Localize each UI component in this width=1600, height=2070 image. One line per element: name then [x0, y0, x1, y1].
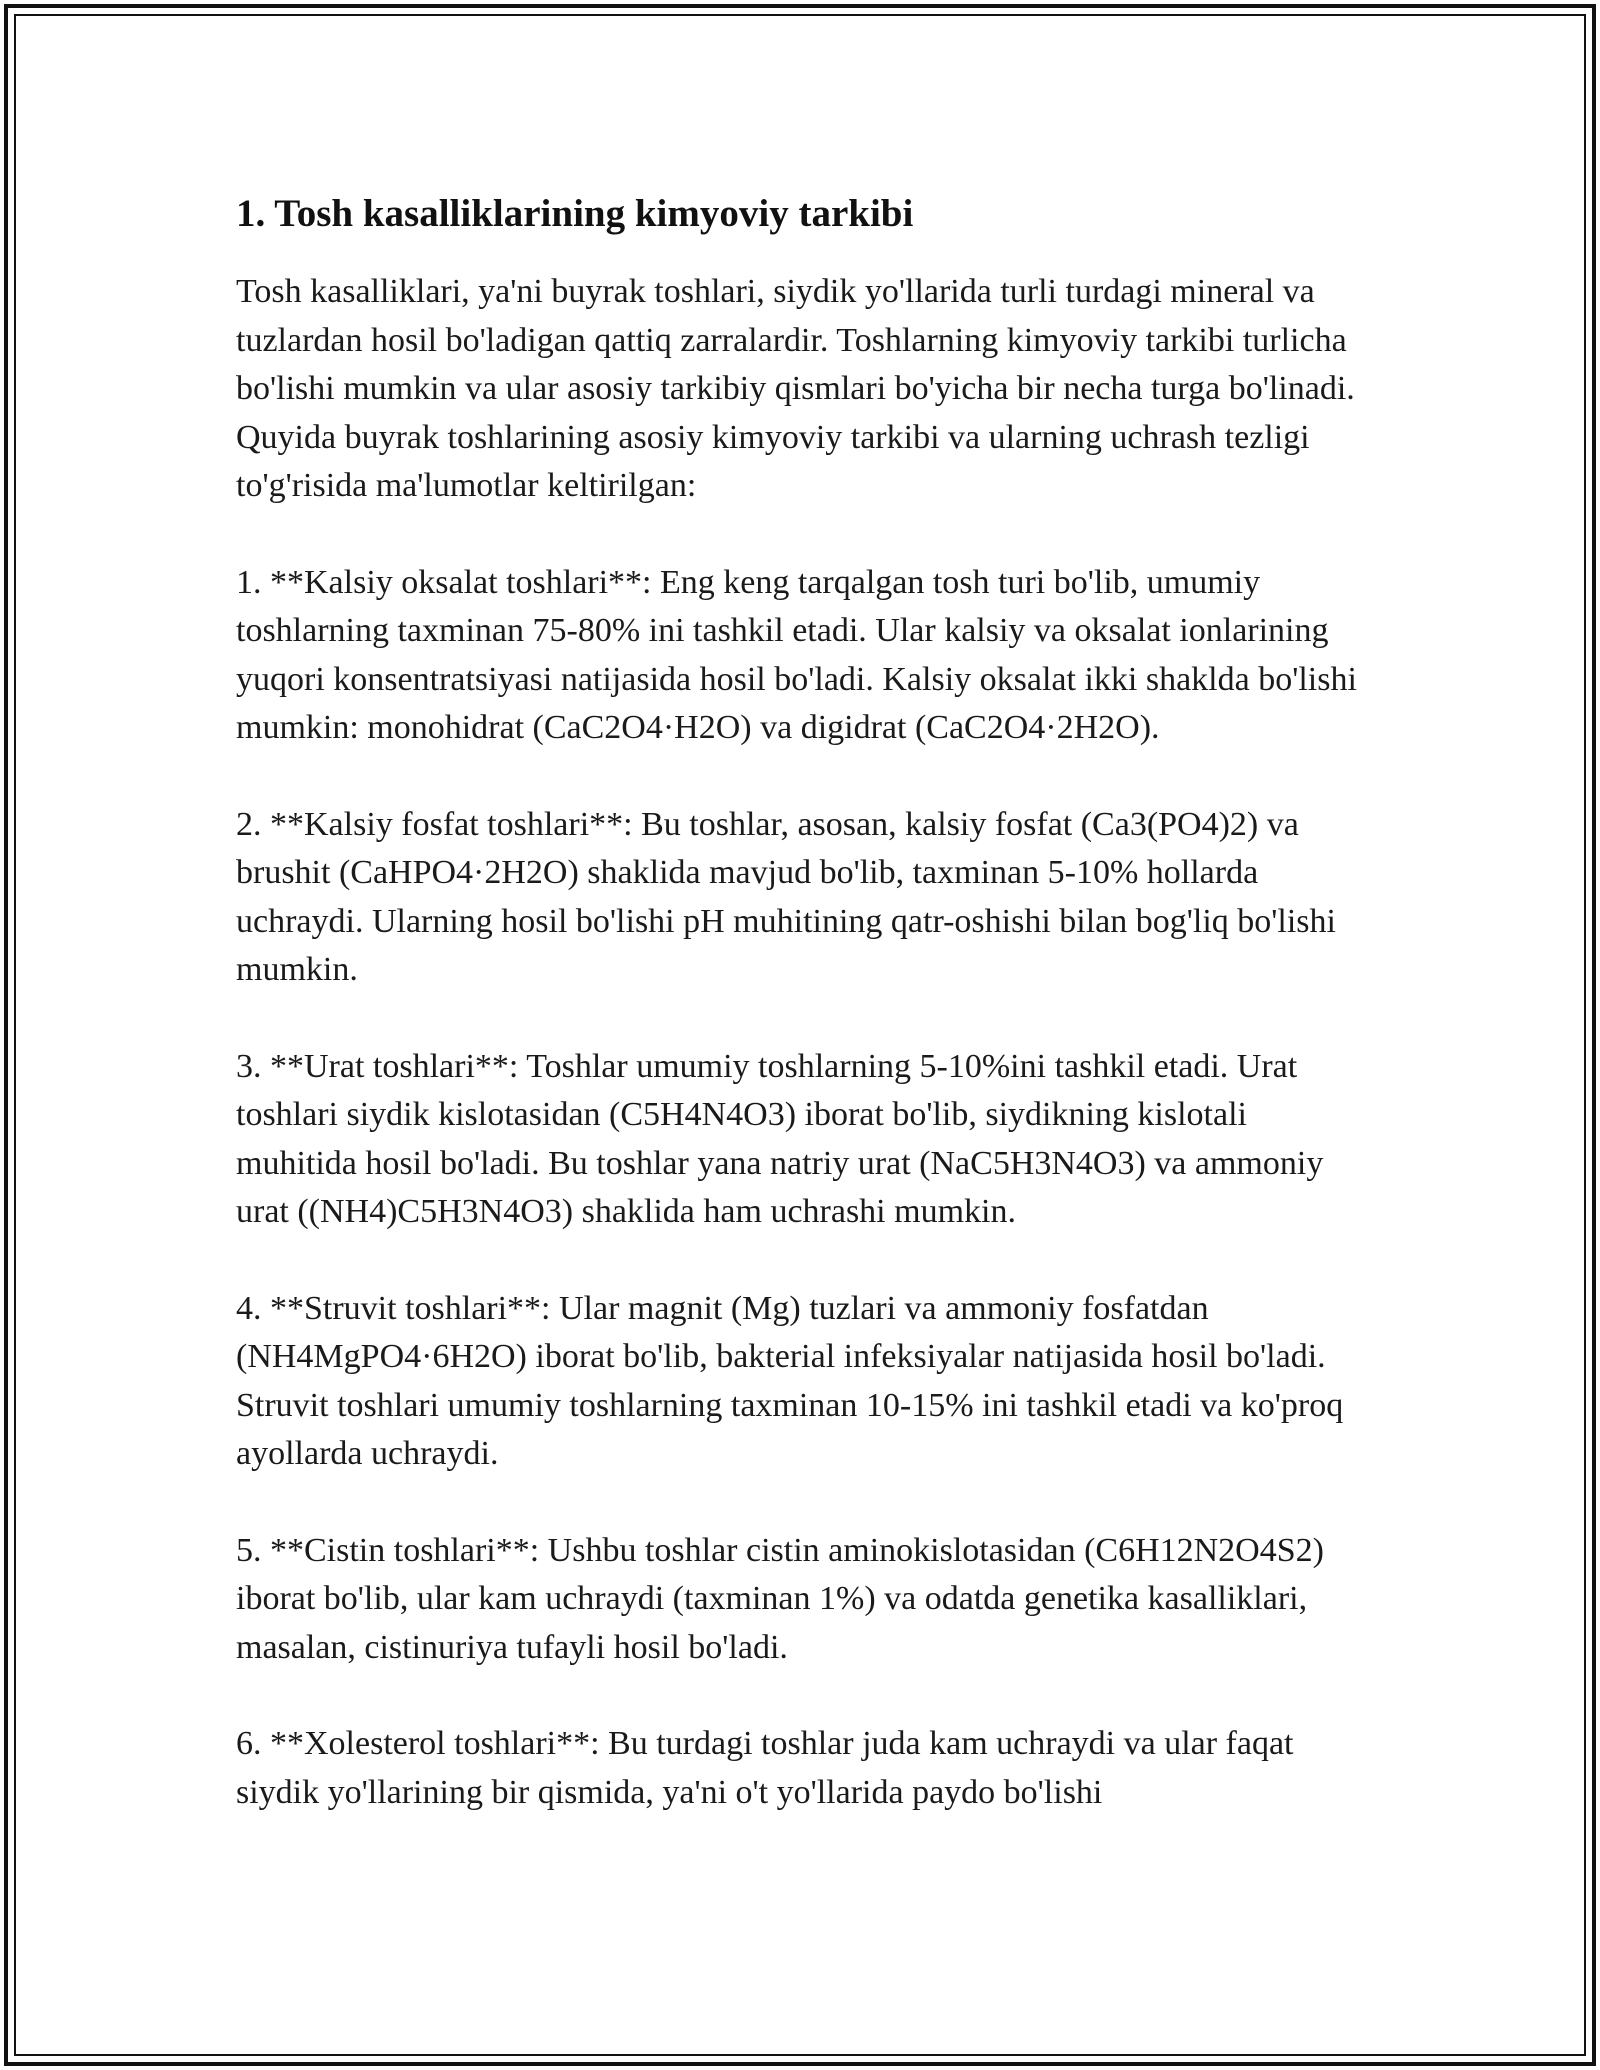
list-item: 1. **Kalsiy oksalat toshlari**: Eng keng tarqalgan tosh turi bo'lib, umumiy toshlarning taxminan 75-80% ini tashkil etadi. Ular kalsiy va oksalat ionlarining yuqori konsentratsiyasi natijasida hosil bo'ladi. Kalsiy oksalat ikki shaklda bo'lishi mumkin: monohidrat (CaC2O4·H2O) va digidrat (CaC2O4·2H2O). [236, 563, 1357, 746]
list-item: 2. **Kalsiy fosfat toshlari**: Bu toshlar, asosan, kalsiy fosfat (Ca3(PO4)2) va brushit (CaHPO4·2H2O) shaklida mavjud bo'lib, taxminan 5-10% hollarda uchraydi. Ularning hosil bo'lishi pH muhitining qatr-oshishi bilan bog'liq bo'lishi mumkin. [236, 805, 1336, 988]
list-item: 6. **Xolesterol toshlari**: Bu turdagi toshlar juda kam uchraydi va ular faqat siydik yo'llarining bir qismida, ya'ni o't yo'llarida paydo bo'lishi [236, 1725, 1294, 1811]
intro-paragraph: Tosh kasalliklari, ya'ni buyrak toshlari, siydik yo'llarida turli turdagi mineral va tuzlardan hosil bo'ladigan qattiq zarralardir. Toshlarning kimyoviy tarkibi turlicha bo'lishi mumkin va ular asosiy tarkibiy qismlari bo'yicha bir necha turga bo'linadi. Quyida buyrak toshlarining asosiy kimyoviy tarkibi va ularning uchrash tezligi to'g'risida ma'lumotlar keltirilgan: [236, 273, 1355, 504]
list-item: 5. **Cistin toshlari**: Ushbu toshlar cistin aminokislotasidan (C6H12N2O4S2) iborat bo'lib, ular kam uchraydi (taxminan 1%) va odatda genetika kasalliklari, masalan, cistinuriya tufayli hosil bo'ladi. [236, 1531, 1324, 1666]
page-title: 1. Tosh kasalliklarining kimyoviy tarkibi [236, 192, 914, 235]
list-item: 4. **Struvit toshlari**: Ular magnit (Mg) tuzlari va ammoniy fosfatdan (NH4MgPO4·6H2O) iborat bo'lib, bakterial infeksiyalar natijasida hosil bo'ladi. Struvit toshlari umumiy toshlarning taxminan 10-15% ini tashkil etadi va ko'proq ayollarda uchraydi. [236, 1289, 1344, 1472]
list-item: 3. **Urat toshlari**: Toshlar umumiy toshlarning 5-10%ini tashkil etadi. Urat toshlari siydik kislotasidan (C5H4N4O3) iborat bo'lib, siydikning kislotali muhitida hosil bo'ladi. Bu toshlar yana natriy urat (NaC5H3N4O3) va ammoniy urat ((NH4)C5H3N4O3) shaklida ham uchrashi mumkin. [236, 1047, 1324, 1230]
document-body [236, 188, 1376, 1865]
